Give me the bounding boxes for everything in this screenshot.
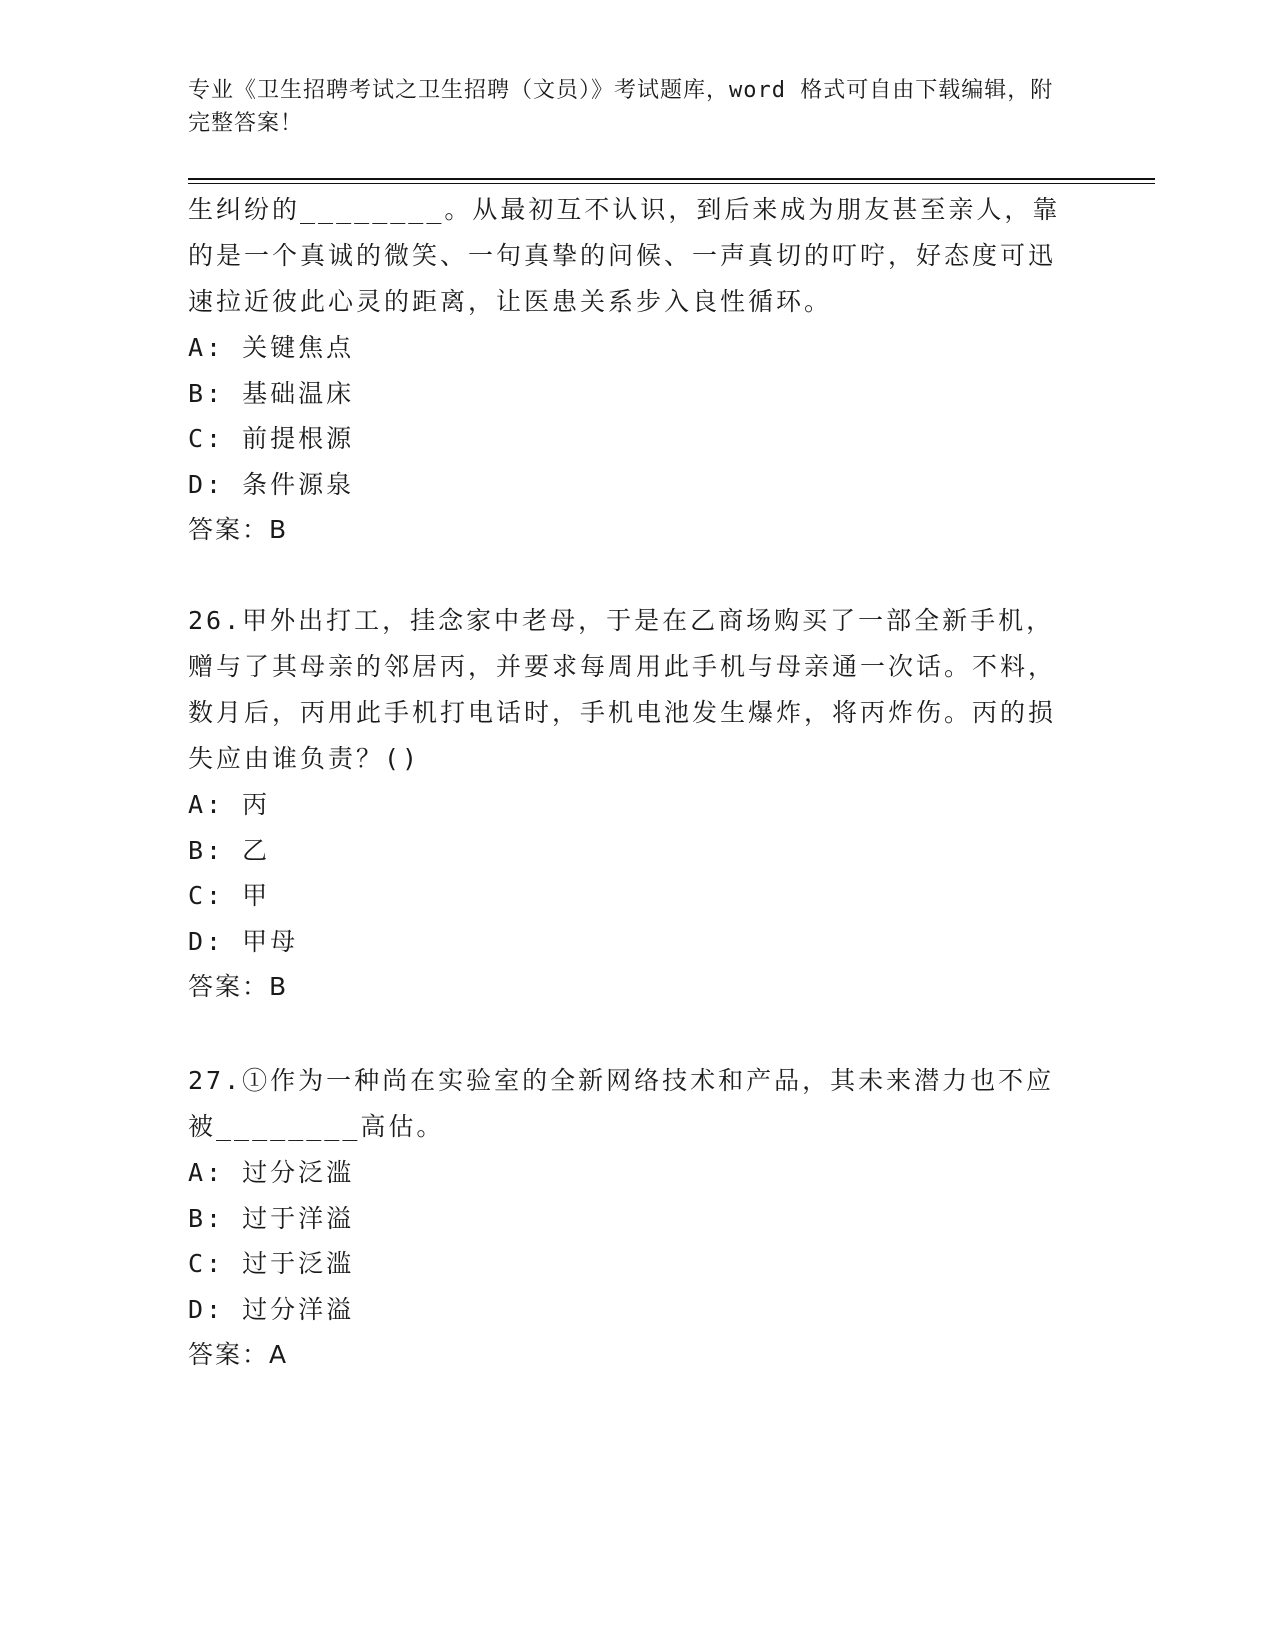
option-d: D: 甲母 [188,926,299,956]
question-spacer [188,553,1068,598]
option-a: A: 过分泛滥 [188,1158,355,1187]
option-a: A: 关键焦点 [188,333,355,362]
option-c: C: 前提根源 [188,424,355,453]
question-spacer [188,1010,1068,1058]
option-b: B: 乙 [188,835,271,865]
option-d: D: 过分洋溢 [188,1294,355,1324]
header-rule-thin [188,183,1155,184]
document-header: 专业《卫生招聘考试之卫生招聘（文员）》考试题库，word 格式可自由下载编辑，附完整答案！ [188,78,1054,136]
option-b: B: 基础温床 [188,378,355,408]
question-item [188,1058,1068,1378]
answer-line: 答案：B [188,515,289,544]
question-item [188,598,1068,1010]
question-stem: 27.①作为一种尚在实验室的全新网络技术和产品，其未来潜力也不应被________高估。 [188,1066,1055,1141]
question-stem: 26.甲外出打工，挂念家中老母，于是在乙商场购买了一部全新手机，赠与了其母亲的邻居丙，并要求每周用此手机与母亲通一次话。不料，数月后，丙用此手机打电话时，手机电池发生爆炸，将丙炸伤。丙的损失应由谁负责？() [188,606,1057,773]
question-list [188,187,1068,1378]
answer-line: 答案：B [188,972,289,1001]
option-a: A: 丙 [188,790,271,819]
answer-line: 答案：A [188,1340,289,1369]
option-c: C: 甲 [188,881,271,910]
option-b: B: 过于洋溢 [188,1203,355,1233]
option-c: C: 过于泛滥 [188,1249,355,1278]
header-rule-thick [188,178,1155,180]
question-stem: 生纠纷的________。从最初互不认识，到后来成为朋友甚至亲人，靠的是一个真诚的微笑、一句真挚的问候、一声真切的叮咛，好态度可迅速拉近彼此心灵的距离，让医患关系步入良性循环。 [188,195,1061,316]
option-d: D: 条件源泉 [188,469,355,499]
question-item [188,187,1068,553]
